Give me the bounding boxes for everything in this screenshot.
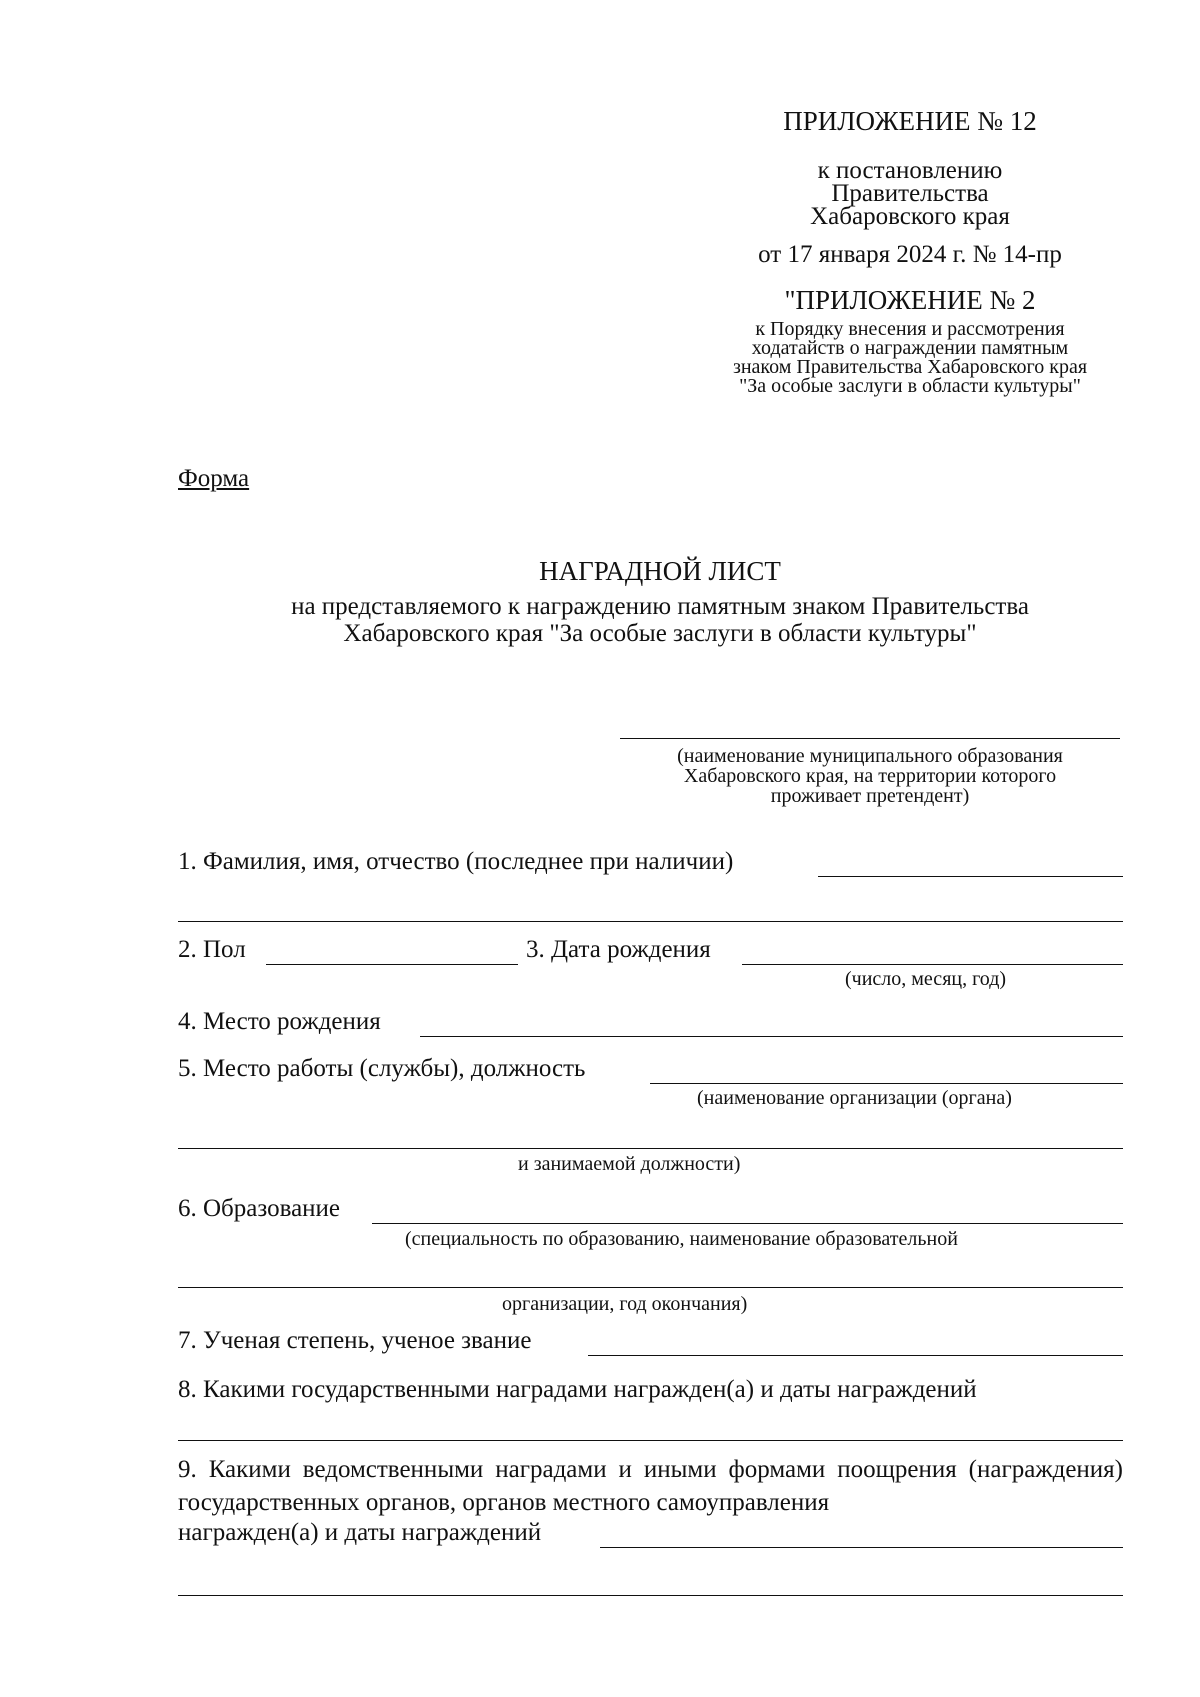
field-state-awards-label: 8. Какими государственными наградами награжден(а) и даты награждений: [178, 1376, 977, 1403]
workplace-fill-line-2[interactable]: [178, 1148, 1123, 1149]
field-departmental-awards-label-end: награжден(а) и даты награждений: [178, 1519, 542, 1546]
full-name-fill-line-2[interactable]: [178, 921, 1123, 922]
appendix-number: ПРИЛОЖЕНИЕ № 12: [783, 106, 1037, 136]
workplace-caption-1: (наименование организации (органа): [697, 1087, 1012, 1109]
birthdate-caption: (число, месяц, год): [845, 968, 1007, 990]
workplace-fill-line[interactable]: [650, 1083, 1123, 1084]
field-departmental-awards-label: 9. Какими ведомственными наградами и иными формами поощрения (награждения) государственных органов, органов местного самоуправления: [178, 1456, 1123, 1516]
sex-fill-line[interactable]: [266, 964, 518, 965]
birthdate-fill-line[interactable]: [742, 964, 1123, 965]
education-fill-line-2[interactable]: [178, 1287, 1123, 1288]
birthplace-fill-line[interactable]: [420, 1036, 1123, 1037]
departmental-awards-fill-line-2[interactable]: [178, 1595, 1123, 1596]
field-birthdate-label: 3. Дата рождения: [526, 936, 711, 963]
title-main: НАГРАДНОЙ ЛИСТ: [539, 556, 781, 586]
field-birthplace-label: 4. Место рождения: [178, 1008, 381, 1035]
full-name-fill-line[interactable]: [818, 876, 1123, 877]
appendix-2-title: "ПРИЛОЖЕНИЕ № 2: [784, 285, 1036, 315]
municipality-fill-line[interactable]: [620, 738, 1120, 739]
departmental-awards-fill-line[interactable]: [600, 1547, 1123, 1548]
document-title: [150, 555, 1170, 647]
field-education-label: 6. Образование: [178, 1195, 341, 1222]
form-label: Форма: [178, 465, 250, 492]
field-full-name-label: 1. Фамилия, имя, отчество (последнее при наличии): [178, 848, 734, 875]
field-degree-label: 7. Ученая степень, ученое звание: [178, 1327, 532, 1354]
order-reference: к Порядку внесения и рассмотрения ходатайств о награждении памятным знаком Правительства Хабаровского края "За особые заслуги в области культуры": [732, 318, 1088, 397]
resolution-date: от 17 января 2024 г. № 14-пр: [758, 241, 1062, 268]
title-subtitle: на представляемого к награждению памятным знаком Правительства Хабаровского края "За особые заслуги в области культуры": [291, 593, 1029, 647]
degree-fill-line[interactable]: [588, 1355, 1123, 1356]
state-awards-fill-line[interactable]: [178, 1440, 1123, 1441]
field-sex-label: 2. Пол: [178, 936, 246, 963]
field-workplace-label: 5. Место работы (службы), должность: [178, 1055, 586, 1082]
education-caption-1: (специальность по образованию, наименование образовательной: [405, 1228, 958, 1250]
education-caption-2: организации, год окончания): [502, 1293, 748, 1315]
resolution-reference: к постановлению Правительства Хабаровского края: [810, 157, 1010, 230]
workplace-caption-2: и занимаемой должности): [518, 1153, 741, 1175]
municipality-caption: (наименование муниципального образования Хабаровского края, на территории которого проживает претендент): [677, 745, 1063, 807]
education-fill-line[interactable]: [372, 1223, 1123, 1224]
appendix-header: [660, 105, 1160, 396]
